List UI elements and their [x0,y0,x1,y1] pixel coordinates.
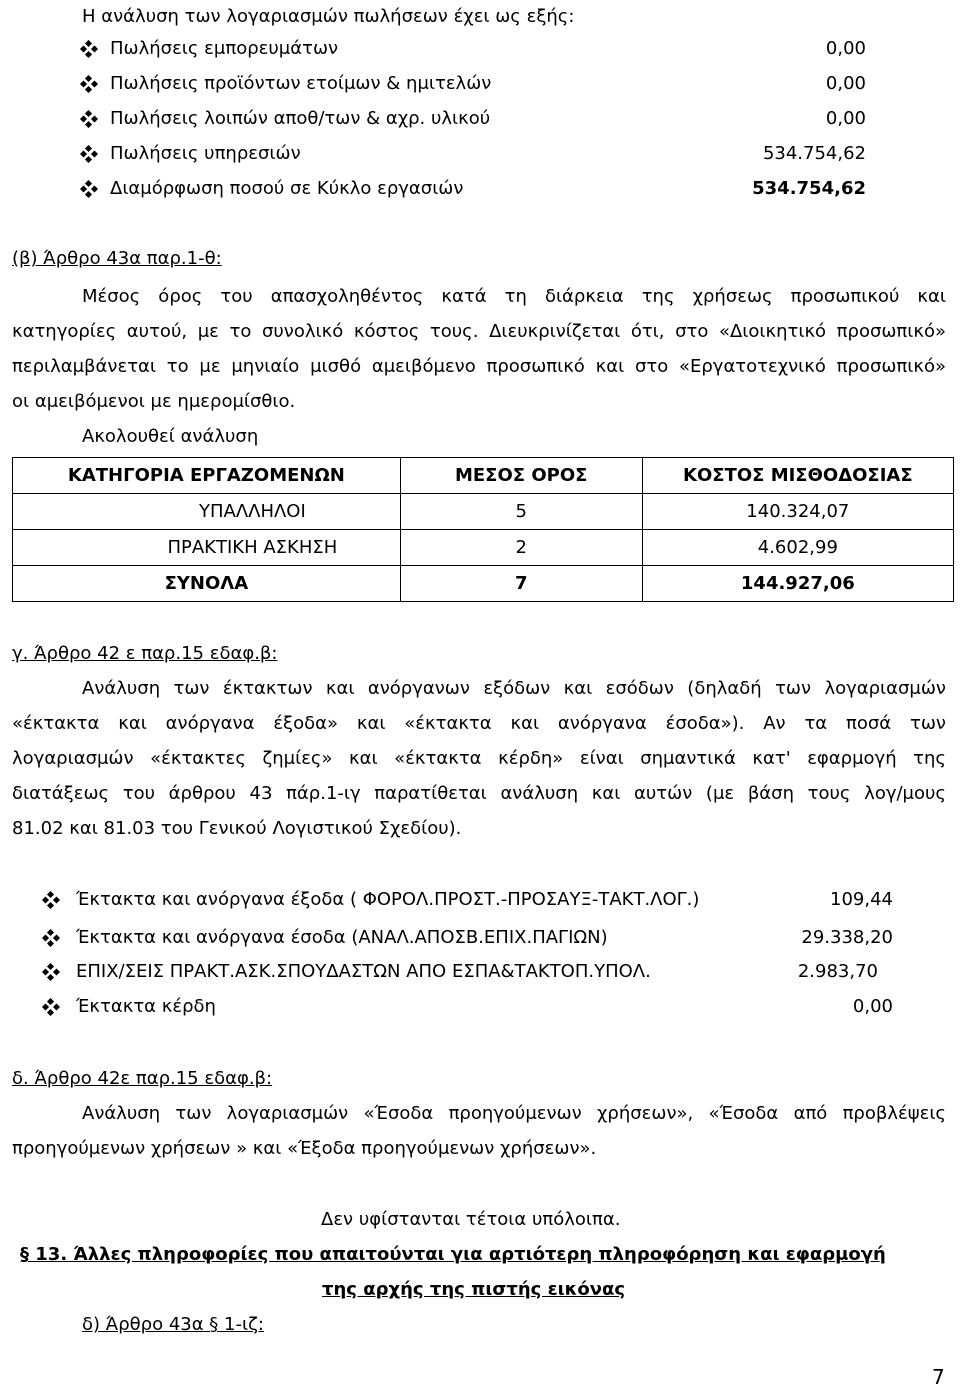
sales-item-label: Πωλήσεις εμπορευμάτων [110,38,339,59]
page-number: 7 [932,1365,945,1389]
section-13-sub: δ) Άρθρο 43α § 1-ιζ: [82,1314,264,1335]
section-13-heading-cont: της αρχής της πιστής εικόνας [322,1279,626,1300]
sales-total-value: 534.754,62 [752,178,866,199]
extraordinary-item-value: 29.338,20 [801,927,893,948]
table-header: ΚΑΤΗΓΟΡΙΑ ΕΡΓΑΖΟΜΕΝΩΝ [13,458,401,494]
table-cell: 4.602,99 [642,530,953,566]
diamond-bullet-icon [80,110,98,128]
section-c-line: διατάξεως του άρθρου 43 πάρ.1-ιγ παρατίθεται ανάλυση και αυτών (με βάση τους λογ/μους [12,783,946,804]
section-b-line: οι αμειβόμενοι με ημερομίσθιο. [12,391,296,412]
table-cell: ΥΠΑΛΛΗΛΟΙ [13,494,401,530]
section-d-note: Δεν υφίστανται τέτοια υπόλοιπα. [321,1209,621,1230]
sales-item-label: Πωλήσεις προϊόντων ετοίμων & ημιτελών [110,73,492,94]
section-c-line: λογαριασμών «έκτακτες ζημίες» και «έκτακτα κέρδη» είναι σημαντικά κατ' εφαρμογή της [12,748,946,769]
section-c-line: Ανάλυση των έκτακτων και ανόργανων εξόδων και εσόδων (δηλαδή των λογαριασμών [82,678,946,699]
sales-item-value: 0,00 [825,108,866,129]
section-d-line: προηγούμενων χρήσεων » και «Έξοδα προηγούμενων χρήσεων». [12,1138,597,1159]
section-c-heading: γ. Άρθρο 42 ε παρ.15 εδαφ.β: [12,643,278,664]
sales-item-label: Πωλήσεις υπηρεσιών [110,143,301,164]
sales-item-label: Διαμόρφωση ποσού σε Κύκλο εργασιών [110,178,464,199]
extraordinary-item-label: Έκτακτα και ανόργανα έσοδα (ΑΝΑΛ.ΑΠΟΣΒ.ΕΠΙΧ.ΠΑΓΙΩΝ) [76,927,608,948]
section-d-line: Ανάλυση των λογαριασμών «Έσοδα προηγούμενων χρήσεων», «Έσοδα από προβλέψεις [82,1103,946,1124]
section-b-line: περιλαμβάνεται το με μηνιαίο μισθό αμειβόμενο προσωπικό και στο «Εργατοτεχνικό προσωπικό» [12,356,946,377]
sales-intro: Η ανάλυση των λογαριασμών πωλήσεων έχει ως εξής: [82,6,575,27]
diamond-bullet-icon [42,963,60,981]
table-header: ΜΕΣΟΣ ΟΡΟΣ [400,458,642,494]
sales-item-label: Πωλήσεις λοιπών αποθ/των & αχρ. υλικού [110,108,491,129]
diamond-bullet-icon [80,180,98,198]
table-cell: 144.927,06 [642,566,953,602]
table-cell: 5 [400,494,642,530]
diamond-bullet-icon [42,998,60,1016]
sales-item-value: 0,00 [825,38,866,59]
extraordinary-item-label: ΕΠΙΧ/ΣΕΙΣ ΠΡΑΚΤ.ΑΣΚ.ΣΠΟΥΔΑΣΤΩΝ ΑΠΟ ΕΣΠΑ&ΤΑΚΤΟΠ.ΥΠΟΛ. [76,961,651,982]
section-c-line: «έκτακτα και ανόργανα έξοδα» και «έκτακτα και ανόργανα έσοδα»). Αν τα ποσά των [12,713,946,734]
table-cell: 140.324,07 [642,494,953,530]
table-totals-row [13,566,954,602]
extraordinary-item-value: 109,44 [830,889,893,910]
section-b-line: κατηγορίες αυτού, με το συνολικό κόστος τους. Διευκρινίζεται ότι, στο «Διοικητικό προσωπικό» [12,321,946,342]
extraordinary-item-value: 2.983,70 [797,961,878,982]
diamond-bullet-icon [80,75,98,93]
table-header: ΚΟΣΤΟΣ ΜΙΣΘΟΔΟΣΙΑΣ [642,458,953,494]
table-row [13,494,954,530]
extraordinary-item-label: Έκτακτα και ανόργανα έξοδα ( ΦΟΡΟΛ.ΠΡΟΣΤ.-ΠΡΟΣΑΥΞ-ΤΑΚΤ.ΛΟΓ.) [76,889,700,910]
section-c-line: 81.02 και 81.03 του Γενικού Λογιστικού Σχεδίου). [12,818,462,839]
section-b-line: Μέσος όρος του απασχοληθέντος κατά τη διάρκεια της χρήσεως προσωπικού και [82,286,946,307]
section-b-heading: (β) Άρθρο 43α παρ.1-θ: [12,248,222,269]
sales-item-value: 534.754,62 [762,143,866,164]
table-row [13,530,954,566]
section-d-heading: δ. Άρθρο 42ε παρ.15 εδαφ.β: [12,1068,273,1089]
diamond-bullet-icon [42,891,60,909]
employee-table [12,457,954,602]
section-13-heading: § 13. Άλλες πληροφορίες που απαιτούνται για αρτιότερη πληροφόρηση και εφαρμογή [20,1244,886,1265]
table-header-row [13,458,954,494]
diamond-bullet-icon [42,929,60,947]
sales-item-value: 0,00 [825,73,866,94]
table-cell: ΠΡΑΚΤΙΚΗ ΑΣΚΗΣΗ [13,530,401,566]
table-cell: ΣΥΝΟΛΑ [13,566,401,602]
table-cell: 7 [400,566,642,602]
section-b-follow: Ακολουθεί ανάλυση [82,426,259,447]
extraordinary-item-label: Έκτακτα κέρδη [76,996,216,1017]
diamond-bullet-icon [80,145,98,163]
table-cell: 2 [400,530,642,566]
extraordinary-item-value: 0,00 [852,996,893,1017]
diamond-bullet-icon [80,40,98,58]
